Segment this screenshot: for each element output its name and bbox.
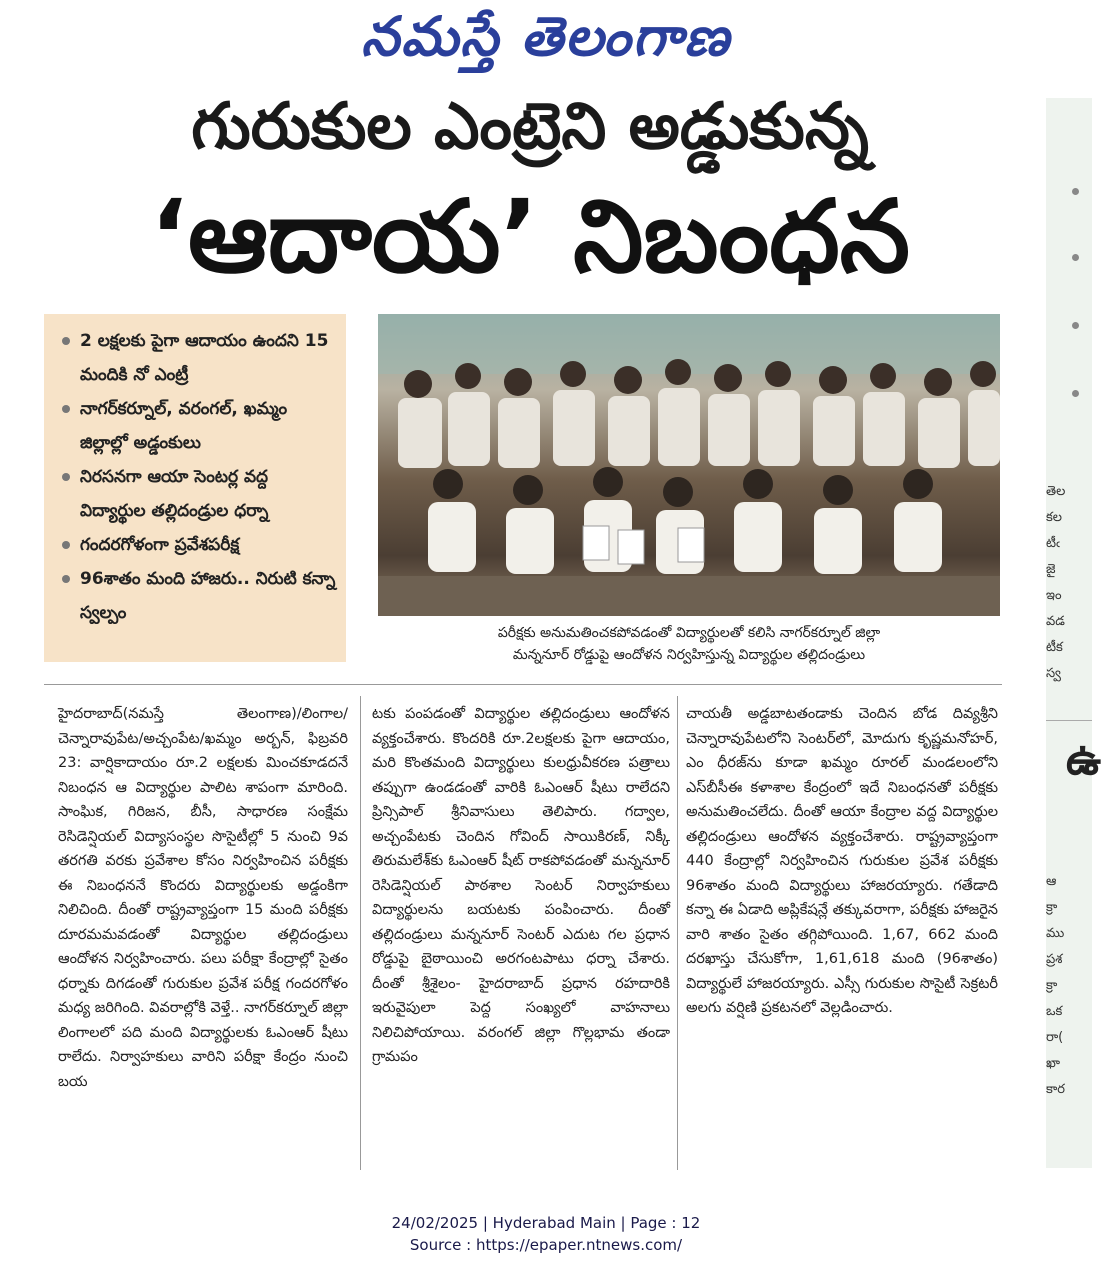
footer-date-edition: 24/02/2025 | Hyderabad Main | Page : 12 [391,1214,701,1232]
column-divider [360,696,361,1170]
sidebar-text-fragment: జై [1046,562,1056,577]
headline-line-2: ‘ఆదాయ’ నిబంధన [150,178,910,295]
sidebar-text-fragment: క్రా [1046,978,1058,993]
bullet-dot [1072,188,1079,195]
masthead-logo: నమస్తే తెలంగాణ [361,4,731,68]
page-footer [0,1212,1092,1256]
sidebar-text-fragment: కార [1046,1082,1065,1097]
sidebar-headline-fragment: ఉ [1066,734,1101,785]
bullet-dot [1072,322,1079,329]
photo-caption-line-1: పరీక్షకు అనుమతించకపోవడంతో విద్యార్థులతో కలిసి నాగర్‌కర్నూల్‌ జిల్లా [497,625,881,641]
article-column-3: చాయతీ అడ్డబాటతండాకు చెందిన బోడ దివ్యశ్రీని చెన్నారావుపేటలోని సెంటర్‌లో, మోదుగు కృష్ణమనోహర్‌, ఎం ధీరజ్‌ను కూడా ఖమ్మం రూరల్‌ మండలంలోని ఎస్‌బీసీఈ కళాశాల కేంద్రంలో ఇదే నిబంధనతో పరీక్షకు అనుమతించలేదు. దీంతో ఆయా కేంద్రాల వద్ద విద్యార్థుల తల్లిదండ్రులు ఆందోళన వ్యక్తంచేశారు. రాష్ట్రవ్యాప్తంగా 440 కేంద్రాల్లో నిర్వహించిన గురుకుల ప్రవేశ పరీక్షకు 96శాతం మంది విద్యార్థులు హాజరయ్యారు. గతేడాది కన్నా ఈ ఏడాది అప్లికేషన్లే తక్కువరాగా, పరీక్షకు హాజరైన వారి శాతం సైతం తగ్గిపోయింది. 1,67, 662 మంది దరఖాస్తు చేసుకోగా, 1,61,618 మంది (96శాతం) విద్యార్థులే హాజరయ్యారు. ఎస్సీ గురుకుల సొసైటీ సెక్రటరీ అలగు వర్షిణి ప్రకటనలో వెల్లడించారు. [686,706,998,1016]
headline-line-1: గురుకుల ఎంట్రెని అడ్డుకున్న [191,90,869,164]
column-divider [677,696,678,1170]
summary-box [44,314,346,662]
sidebar-text-fragment: కల [1046,510,1063,525]
bullet-dot [1072,254,1079,261]
sidebar-text-fragment: వడ [1046,614,1065,629]
summary-point: గందరగోళంగా ప్రవేశపరీక్ష [58,528,336,562]
protest-photo [378,314,1000,616]
bullet-dot [1072,390,1079,397]
sidebar-text-fragment: రా( [1046,1030,1064,1045]
photo-caption [378,622,1000,666]
sidebar-text-fragment: టీక [1046,640,1063,655]
article-column-2: టకు పంపడంతో విద్యార్థుల తల్లిదండ్రులు ఆందోళన వ్యక్తంచేశారు. కొందరికి రూ.2లక్షలకు పైగా ఆదాయం, మరి కొంతమంది విద్యార్థులు కులధ్రువీకరణ పత్రాలు తప్పుగా ఉండడంతో వారికి ఓఎంఆర్‌ షీటు రాలేదని ప్రిన్సిపాల్‌ శ్రీనివాసులు తెలిపారు. గద్వాల, అచ్చంపేటకు చెందిన గోవింద్‌ సాయికిరణ్‌, నిక్కీ తిరుమలేశ్‌కు ఓఎంఆర్‌ షీట్‌ రాకపోవడంతో మన్ననూర్‌ రెసిడెన్షియల్‌ పాఠశాల సెంటర్‌ నిర్వాహకులు విద్యార్థులను బయటకు పంపించారు. దీంతో తల్లిదండ్రులు మన్ననూర్‌ సెంటర్‌ ఎదుట గల ప్రధాన రోడ్డుపై బైఠాయించి అరగంటపాటు ధర్నా చేశారు. దీంతో శ్రీశైలం- హైదరాబాద్‌ ప్రధాన రహదారికి ఇరువైపులా పెద్ద సంఖ్యలో వాహనాలు నిలిచిపోయాయి. వరంగల్‌ జిల్లా గొల్లభామ తండా గ్రామపం [372,706,670,1065]
sidebar-text-fragment: క్రా [1046,900,1058,915]
summary-point: నిరసనగా ఆయా సెంటర్ల వద్ద విద్యార్థుల తల్లిదండ్రుల ధర్నా [58,460,336,528]
sidebar-text-fragment: స్వ [1046,666,1061,681]
summary-point: 2 లక్షలకు పైగా ఆదాయం ఉందని 15 మందికి నో ఎంట్రీ [58,324,336,392]
protest-photo-illustration [378,314,1000,616]
sidebar-text-fragment: ము [1046,926,1065,941]
summary-point: 96శాతం మంది హాజరు.. నిరుటి కన్నా స్వల్పం [58,562,336,630]
article-column-1: హైదరాబాద్‌(నమస్తే తెలంగాణ)/లింగాల/చెన్నారావుపేట/అచ్చంపేట/ఖమ్మం అర్బన్‌, ఫిబ్రవరి 23: వార్షికాదాయం రూ.2 లక్షలకు మించకూడదనే నిబంధన ఆ విద్యార్థుల పాలిట శాపంగా మారింది. సాంఘిక, గిరిజన, బీసీ, సాధారణ సంక్షేమ రెసిడెన్షియల్‌ విద్యాసంస్థల సొసైటీల్లో 5 నుంచి 9వ తరగతి వరకు ప్రవేశాల కోసం నిర్వహించిన పరీక్షకు ఈ నిబంధననే కొందరు విద్యార్థులకు అడ్డంకిగా నిలిచింది. దీంతో రాష్ట్రవ్యాప్తంగా 15 మంది పరీక్షకు దూరమమవడంతో విద్యార్థుల తల్లిదండ్రులు ఆందోళన నిర్వహించారు. పలు పరీక్షా కేంద్రాల్లో సైతం ధర్నాకు దిగడంతో గురుకుల ప్రవేశ పరీక్ష గందరగోళం మధ్య జరిగింది. వివరాల్లోకి వెళ్తే.. నాగర్‌కర్నూల్‌ జిల్లా లింగాలలో పది మంది విద్యార్థులకు ఓఎంఆర్‌ షీటు రాలేదు. నిర్వాహకులు వారిని పరీక్షా కేంద్రం నుంచి బయ [58,706,348,1090]
sidebar-text-fragment: ప్రశ [1046,952,1063,967]
sidebar-text-fragment: తెల [1046,484,1066,499]
sidebar-text-fragment: ఖా [1046,1056,1061,1071]
sidebar-text-fragment: టీఁ [1046,536,1060,551]
adjacent-article-strip [1046,98,1101,1168]
sidebar-text-fragment: ఒక [1046,1004,1063,1019]
caption-divider [44,684,1002,685]
summary-point: నాగర్‌కర్నూల్‌, వరంగల్‌, ఖమ్మం జిల్లాల్లో అడ్డంకులు [58,392,336,460]
photo-caption-line-2: మన్ననూర్‌ రోడ్డుపై ఆందోళన నిర్వహిస్తున్న విద్యార్థుల తల్లిదండ్రులు [512,647,866,663]
sidebar-divider [1046,720,1092,721]
sidebar-text-fragment: ఆ [1046,874,1057,889]
sidebar-text-fragment: ఇం [1046,588,1062,603]
footer-source-link[interactable]: Source : https://epaper.ntnews.com/ [409,1236,683,1254]
